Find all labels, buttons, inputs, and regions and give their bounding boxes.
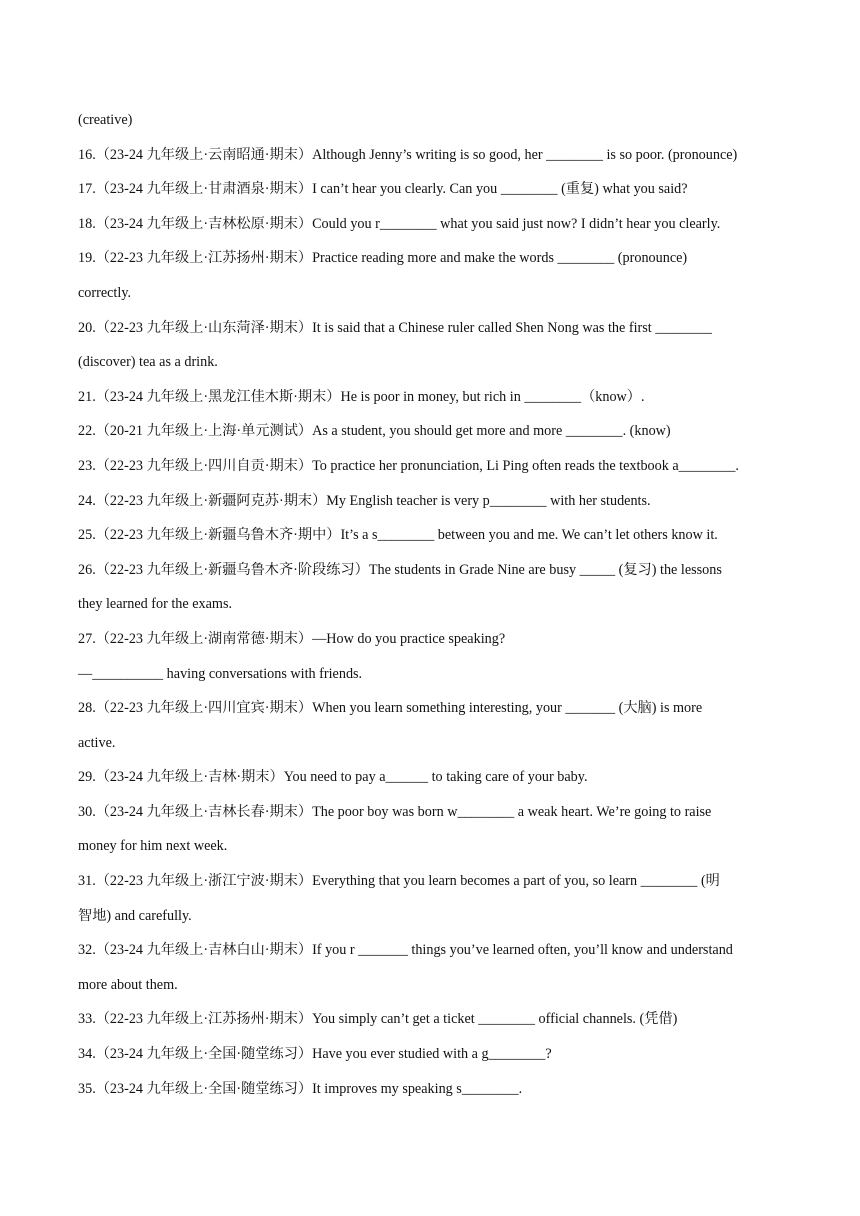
question-32: 32.（23-24 九年级上·吉林白山·期末）If you r _______ things you’ve learned often, you’ll know and understand — [78, 942, 733, 959]
question-28: 28.（22-23 九年级上·四川宜宾·期末）When you learn something interesting, your _______ (大脑) is more — [78, 700, 703, 717]
question-20: 20.（22-23 九年级上·山东菏泽·期末）It is said that a Chinese ruler called Shen Nong was the first ________ — [78, 319, 713, 336]
text-line: (discover) tea as a drink. — [78, 354, 218, 371]
question-25: 25.（22-23 九年级上·新疆乌鲁木齐·期中）It’s a s________ between you and me. We can’t let others know it. — [78, 527, 718, 544]
question-27: 27.（22-23 九年级上·湖南常德·期末）—How do you practice speaking? — [78, 630, 506, 647]
text-line: —__________ having conversations with friends. — [78, 665, 363, 682]
text-line: more about them. — [78, 976, 178, 993]
question-33: 33.（22-23 九年级上·江苏扬州·期末）You simply can’t get a ticket ________ official channels. (凭借) — [78, 1011, 678, 1028]
question-21: 21.（23-24 九年级上·黑龙江佳木斯·期末）He is poor in money, but rich in ________（know）. — [78, 388, 645, 405]
question-22: 22.（20-21 九年级上·上海·单元测试）As a student, you should get more and more ________. (know) — [78, 423, 671, 440]
question-31: 31.（22-23 九年级上·浙江宁波·期末）Everything that you learn becomes a part of you, so learn ________ (明 — [78, 873, 720, 890]
question-19: 19.（22-23 九年级上·江苏扬州·期末）Practice reading more and make the words ________ (pronounce) — [78, 250, 688, 267]
question-34: 34.（23-24 九年级上·全国·随堂练习）Have you ever studied with a g________? — [78, 1046, 552, 1063]
text-line: money for him next week. — [78, 838, 228, 855]
text-line: they learned for the exams. — [78, 596, 233, 613]
question-35: 35.（23-24 九年级上·全国·随堂练习）It improves my speaking s________. — [78, 1080, 523, 1097]
text-line: active. — [78, 734, 116, 751]
text-line: 智地) and carefully. — [78, 907, 192, 924]
question-16: 16.（23-24 九年级上·云南昭通·期末）Although Jenny’s writing is so good, her ________ is so poor. (pronounce) — [78, 146, 738, 163]
question-23: 23.（22-23 九年级上·四川自贡·期末）To practice her pronunciation, Li Ping often reads the textbook a________. — [78, 457, 739, 474]
question-17: 17.（23-24 九年级上·甘肃酒泉·期末）I can’t hear you clearly. Can you ________ (重复) what you said? — [78, 181, 688, 198]
question-26: 26.（22-23 九年级上·新疆乌鲁木齐·阶段练习）The students in Grade Nine are busy _____ (复习) the lessons — [78, 561, 722, 578]
question-24: 24.（22-23 九年级上·新疆阿克苏·期末）My English teacher is very p________ with her students. — [78, 492, 651, 509]
exercise-text — [78, 108, 784, 1111]
question-18: 18.（23-24 九年级上·吉林松原·期末）Could you r________ what you said just now? I didn’t hear you clearly. — [78, 215, 721, 232]
text-line: (creative) — [78, 112, 133, 128]
question-30: 30.（23-24 九年级上·吉林长春·期末）The poor boy was born w________ a weak heart. We’re going to raise — [78, 803, 712, 820]
question-29: 29.（23-24 九年级上·吉林·期末）You need to pay a______ to taking care of your baby. — [78, 769, 588, 786]
text-line: correctly. — [78, 284, 132, 301]
